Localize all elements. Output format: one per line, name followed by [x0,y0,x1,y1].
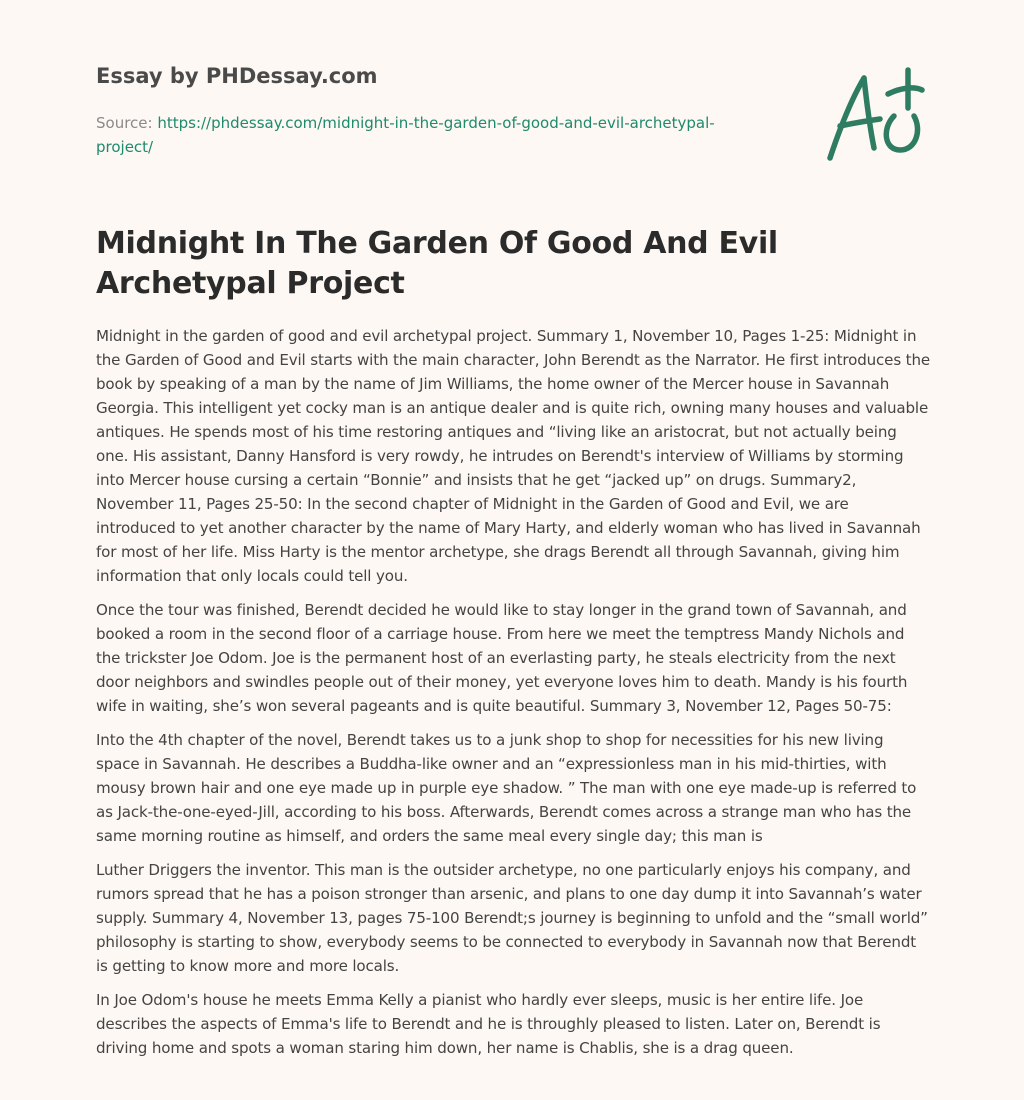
essay-title: Midnight In The Garden Of Good And Evil Archetypal Project [96,226,778,301]
source-link[interactable]: https://phdessay.com/midnight-in-the-garden-of-good-and-evil-archetypal-project/ [96,114,715,156]
site-brand: Essay by PHDessay.com [96,64,378,88]
essay-paragraph-5: In Joe Odom's house he meets Emma Kelly a pianist who hardly ever sleeps, music is her entire life. Joe describes the aspects of Emma's life to Berendt and he is throughly pleased to listen. Later on, Berendt is driving home and spots a woman staring him down, her name is Chablis, she is a drag queen. [96,991,881,1057]
essay-paragraph-4: Luther Driggers the inventor. This man is the outsider archetype, no one particularly enjoys his company, and rumors spread that he has a poison stronger than arsenic, and plans to one day dump it into Savannah’s water supply. Summary 4, November 13, pages 75-100 Berendt;s journey is beginning to unfold and the “small world” philosophy is starting to show, everybody seems to be connected to everybody in Savannah now that Berendt is getting to know more and more locals. [96,861,928,975]
a-plus-logo-icon [822,66,932,166]
essay-paragraph-2: Once the tour was finished, Berendt decided he would like to stay longer in the grand town of Savannah, and booked a room in the second floor of a carriage house. From here we meet the temptress Mandy Nichols and the trickster Joe Odom. Joe is the permanent host of an everlasting party, he steals electricity from the next door neighbors and swindles people out of their money, yet everyone loves him to death. Mandy is his fourth wife in waiting, she’s won several pageants and is quite beautiful. Summary 3, November 12, Pages 50-75: [96,601,908,715]
essay-paragraph-1: Midnight in the garden of good and evil archetypal project. Summary 1, November 10, Pages 1-25: Midnight in the Garden of Good and Evil starts with the main character, John Berendt as the Narrator. He first introduces the book by speaking of a man by the name of Jim Williams, the home owner of the Mercer house in Savannah Georgia. This intelligent yet cocky man is an antique dealer and is quite rich, owning many houses and valuable antiques. He spends most of his time restoring antiques and “living like an aristocrat, but not actually being one. His assistant, Danny Hansford is very rowdy, he intrudes on Berendt's interview of Williams by storming into Mercer house cursing a certain “Bonnie” and insists that he get “jacked up” on drugs. Summary2, November 11, Pages 25-50: In the second chapter of Midnight in the Garden of Good and Evil, we are introduced to yet another character by the name of Mary Harty, and elderly woman who has lived in Savannah for most of her life. Miss Harty is the mentor archetype, she drags Berendt all through Savannah, giving him information that only locals could tell you. [96,327,931,585]
source-line [96,111,736,159]
essay-paragraph-3: Into the 4th chapter of the novel, Berendt takes us to a junk shop to shop for necessities for his new living space in Savannah. He describes a Buddha-like owner and an “expressionless man in his mid-thirties, with mousy brown hair and one eye made up in purple eye shadow. ” The man with one eye made-up is referred to as Jack-the-one-eyed-Jill, according to his boss. Afterwards, Berendt comes across a strange man who has the same morning routine as himself, and orders the same meal every single day; this man is [96,731,917,845]
source-label: Source: [96,114,158,132]
essay-body [96,324,930,1070]
